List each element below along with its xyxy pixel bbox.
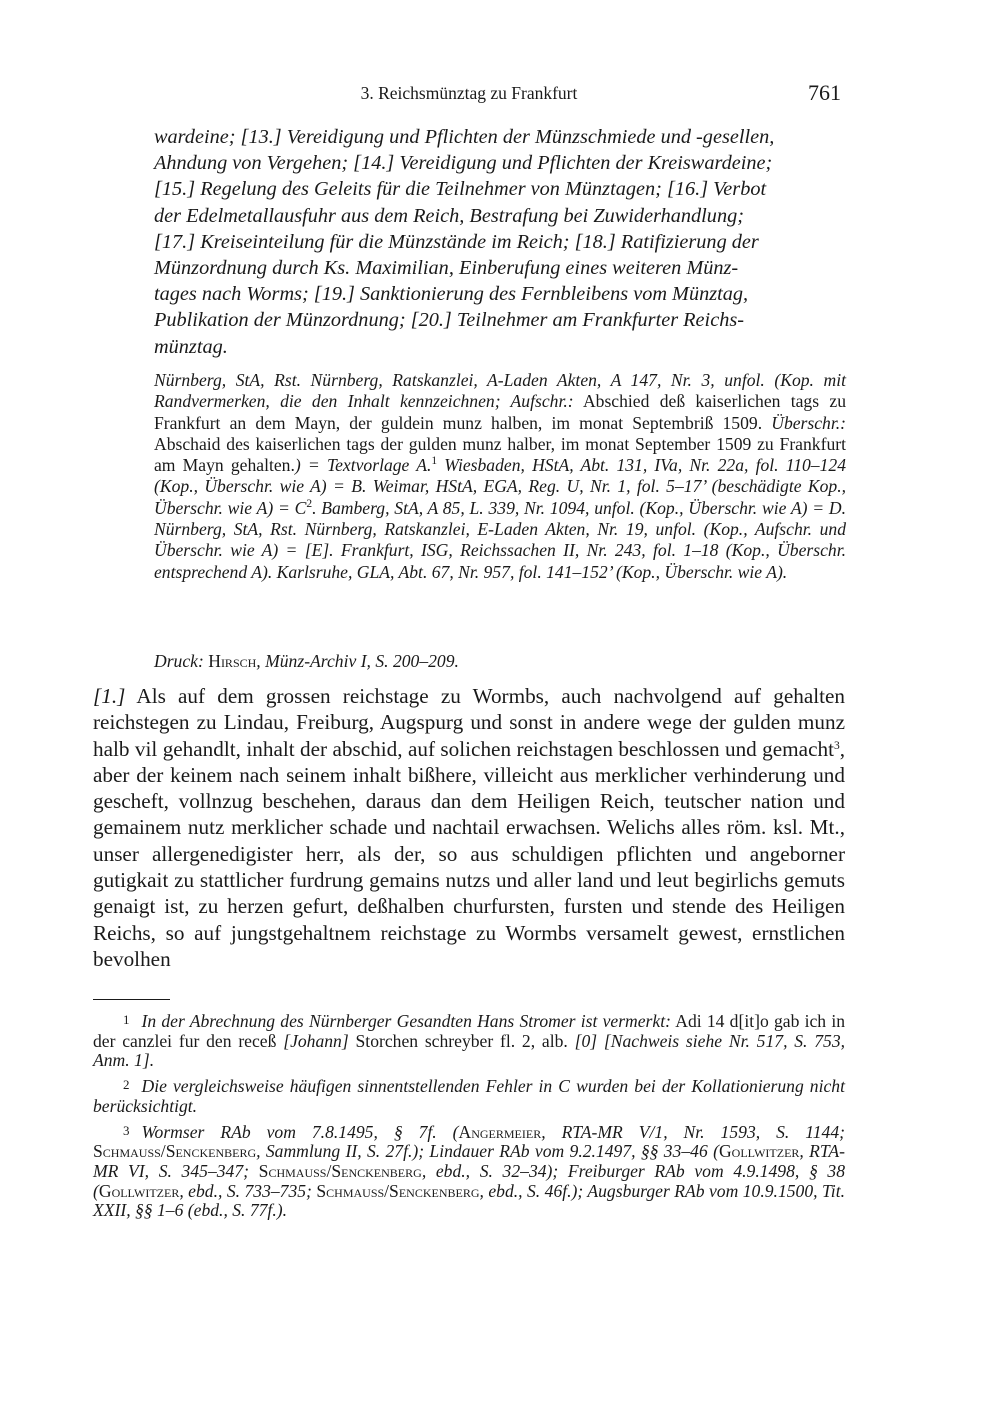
footnote-text: , Sammlung II, S. 27f.); Lindauer RAb vom 9.2.1497, §§ 33–46 ( — [256, 1141, 719, 1162]
source-text: Nürnberg, StA, Rst. Nürnberg, Ratskanzlei, A-Laden Akten, A 147, Nr. 3, unfol. (Kop. mit Randvermerken, die den Inhalt kennzeichnen; Aufschr.: — [154, 370, 846, 412]
regest-line: der Edelmetallausfuhr aus dem Reich, Bestrafung bei Zuwiderhandlung; — [154, 204, 744, 227]
footnote — [93, 1121, 845, 1222]
regest-line: Münzordnung durch Ks. Maximilian, Einberufung eines weiteren Münz- — [154, 257, 739, 280]
source-apparatus — [154, 370, 846, 583]
footnote-ref: 2 — [306, 497, 313, 510]
footnote-quote: Adi 14 d[it]o gab ich in der canzlei fur den receß — [93, 1011, 846, 1051]
main-text-body: , aber der keinem nach seinem inhalt bißhere, villeicht aus merklicher verhinderung und gescheft, vollnzug beschehen, daraus dan dem Heiligen Reich, teutscher nation und gemainem nutz merklicher schade und nachtail erwachsen. Welichs alles röm. ksl. Mt., unser allergenedigister herr, als der, so aus schuldigen pflichten und angeborner gutigkait zu stattlicher furdrung gemains nutzs und aller land und leut begirlichs gemuts genaigt ist, zu herzen gefurt, deßhalben churfursten, fursten und stende des Heiligen Reichs, so auf jungstgehaltnem reichstage zu Wormbs versamelt gewest, ernstlichen bevolhen — [93, 736, 845, 971]
regest-line: [17.] Kreiseinteilung für die Münzstände im Reich; [18.] Ratifizierung der — [154, 230, 759, 253]
footnote-number: 2 — [123, 1077, 130, 1093]
footnote-author: Schmauss/Senckenberg — [93, 1141, 257, 1162]
regest-line: [15.] Regelung des Geleits für die Teilnehmer von Münztagen; [16.] Verbot — [154, 178, 767, 201]
druck-author: Hirsch — [208, 651, 257, 671]
footnote-text: , ebd., S. 32–34); Freiburger RAb vom 4.9.1498, § 38 ( — [93, 1160, 845, 1201]
footnote-text: Die vergleichsweise häufigen sinnentstellenden Fehler in C wurden bei der Kollationierung nicht berücksichtigt. — [93, 1076, 845, 1116]
footnotes — [93, 1010, 845, 1225]
footnote-author: Gollwitzer — [718, 1141, 800, 1162]
source-text: Überschr.: — [771, 412, 846, 433]
section-number: [1.] — [93, 684, 126, 708]
regest-summary — [154, 124, 844, 360]
druck-text: , Münz-Archiv I, S. 200–209. — [256, 651, 459, 671]
source-text: . Bamberg, StA, A 85, L. 339, Nr. 1094, unfol. (Kop., Überschr. wie A) = D. Nürnberg, StA, Rst. Nürnberg, Ratskanzlei, E-Laden Akten, Nr. 19, unfol. (Kop., Aufschr. und Überschr. wie A) = [E]. Frankfurt, ISG, Reichssachen II, Nr. 243, fol. 1–18 (Kop., Überschr. entsprechend A). Karlsruhe, GLA, Abt. 67, Nr. 957, fol. 141–152’ (Kop., Überschr. wie A). — [154, 497, 846, 582]
footnote-text: [Johann] — [283, 1030, 349, 1051]
footnote-author: Schmauss/Senckenberg — [316, 1180, 480, 1201]
running-head — [93, 80, 845, 106]
regest-line: tages nach Worms; [19.] Sanktionierung des Fernbleibens vom Münztag, — [154, 283, 749, 306]
footnote-text: , ebd., S. 46f.); Augsburger RAb vom 10.9.1500, Tit. XXII, §§ 1–6 (ebd., S. 77f.). — [93, 1180, 845, 1221]
running-title: 3. Reichsmünztag zu Frankfurt — [360, 83, 578, 103]
druck-label: Druck: — [154, 651, 204, 671]
document-page — [93, 0, 845, 1418]
regest-line: münztag. — [154, 335, 228, 358]
footnote-author: Schmauss/Senckenberg — [258, 1160, 422, 1181]
footnote-text: , ebd., S. 733–735; — [179, 1180, 312, 1201]
footnote — [93, 1075, 845, 1116]
footnote-ref: 1 — [431, 455, 438, 468]
footnote-text: In der Abrechnung des Nürnberger Gesandten Hans Stromer ist vermerkt: — [141, 1011, 671, 1031]
footnote-text: , RTA-MR V/1, Nr. 1593, S. 1144; — [541, 1121, 845, 1142]
source-quote: Abschaid des kaiserlichen tags der gulden munz halber, im monat September 1509 zu Frankfurt am Mayn gehalten. — [154, 433, 846, 476]
footnote-author: Angermeier — [458, 1121, 542, 1142]
print-reference — [154, 651, 459, 672]
page-number: 761 — [808, 80, 841, 105]
footnote-author: Gollwitzer — [98, 1180, 180, 1201]
regest-line: Publikation der Münzordnung; [20.] Teilnehmer am Frankfurter Reichs- — [154, 309, 744, 332]
footnote-rule — [93, 999, 170, 1000]
source-text: ) = Textvorlage A. — [294, 455, 432, 476]
source-text: Wiesbaden, HStA, Abt. 131, IVa, Nr. 22a, fol. 110–124 (Kop., Überschr. wie A) = B. Weimar, HStA, EGA, Reg. U, Nr. 1, fol. 5–17’ (beschädigte Kop., Überschr. wie A) = C — [154, 455, 846, 518]
footnote-number: 3 — [123, 1122, 130, 1138]
footnote-number: 1 — [123, 1012, 130, 1027]
footnote-text: Wormser RAb vom 7.8.1495, § 7f. ( — [141, 1121, 459, 1142]
footnote-text: [0] [Nachweis siehe Nr. 517, S. 753, Anm. 1]. — [93, 1030, 846, 1071]
source-quote: Abschied deß kaiserlichen tags zu Frankfurt an dem Mayn, der guldein munz halben, im monat Septembriß 1509. — [154, 391, 846, 433]
regest-line: wardeine; [13.] Vereidigung und Pflichten der Münzschmiede und -gesellen, — [154, 126, 775, 148]
regest-line: Ahndung von Vergehen; [14.] Vereidigung und Pflichten der Kreiswardeine; — [154, 152, 773, 175]
main-text — [93, 683, 845, 972]
footnote-quote: Storchen schreyber fl. 2, alb. — [355, 1030, 568, 1051]
footnote — [93, 1010, 845, 1071]
main-text-body: Als auf dem grossen reichstage zu Wormbs, auch nachvolgend auf gehalten reichstegen zu Lindau, Freiburg, Augspurg und sonst in andere wege der gulden munz halb vil gehandlt, inhalt der abschid, auf solichen reichstagen beschlossen und gemacht — [93, 684, 845, 761]
footnote-ref: 3 — [833, 739, 840, 752]
footnote-text: , RTA-MR VI, S. 345–347; — [93, 1141, 845, 1181]
